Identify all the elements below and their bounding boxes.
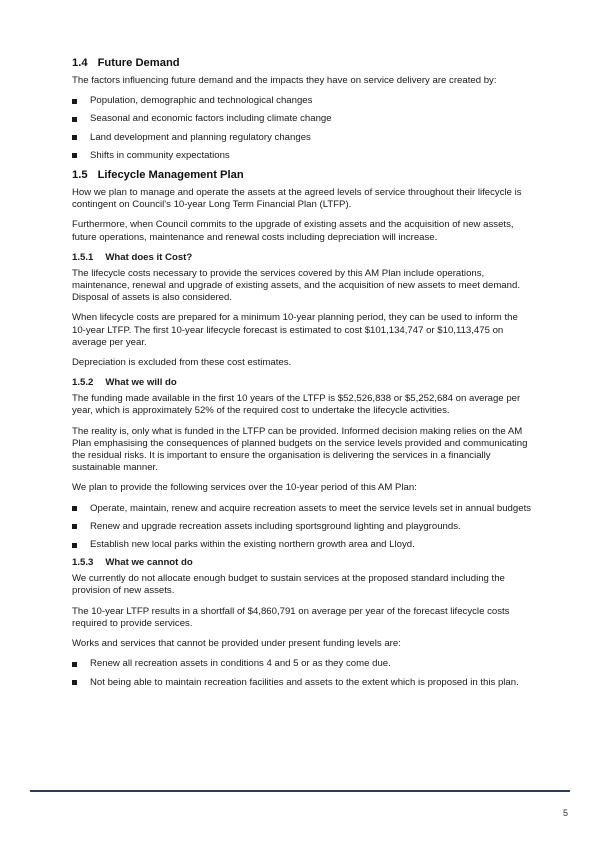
subsection-number: 1.5.3 [72, 557, 94, 569]
paragraph: The 10-year LTFP results in a shortfall of $4,860,791 on average per year of the forecast lifecycle costs required to provide services. [72, 605, 510, 629]
bullet-list [72, 658, 532, 688]
subsection-number: 1.5.2 [72, 377, 94, 389]
square-bullet-icon [72, 680, 77, 685]
list-item: Renew and upgrade recreation assets including sportsground lighting and playgrounds. [72, 521, 532, 533]
paragraph: How we plan to manage and operate the assets at the agreed levels of service throughout their lifecycle is contingent on Council's 10-year Long Term Financial Plan (LTFP). [72, 187, 522, 211]
list-item: Operate, maintain, renew and acquire recreation assets to meet the service levels set in annual budgets [72, 503, 532, 515]
square-bullet-icon [72, 99, 77, 104]
paragraph: We currently do not allocate enough budget to sustain services at the proposed standard including the provision of new assets. [72, 573, 505, 597]
paragraph: When lifecycle costs are prepared for a minimum 10-year planning period, they can be used to inform the 10-year LTFP. The first 10-year lifecycle forecast is estimated to cost $101,134,747 or $10,113,475 on average per year. [72, 312, 518, 348]
page-content [72, 56, 532, 695]
list-item: Not being able to maintain recreation facilities and assets to the extent which is proposed in this plan. [72, 677, 532, 689]
list-item: Population, demographic and technological changes [72, 95, 532, 107]
list-item: Shifts in community expectations [72, 150, 532, 162]
subsection-heading-1-5-2 [72, 377, 532, 389]
section-heading-1-5 [72, 168, 532, 182]
paragraph: We plan to provide the following services over the 10-year period of this AM Plan: [72, 482, 417, 494]
square-bullet-icon [72, 135, 77, 140]
square-bullet-icon [72, 524, 77, 529]
subsection-title: What we will do [105, 377, 177, 389]
square-bullet-icon [72, 506, 77, 511]
paragraph: Works and services that cannot be provided under present funding levels are: [72, 638, 401, 650]
paragraph: The factors influencing future demand and the impacts they have on service delivery are created by: [72, 75, 497, 86]
square-bullet-icon [72, 662, 77, 667]
list-item: Seasonal and economic factors including climate change [72, 113, 532, 125]
section-title: Lifecycle Management Plan [97, 169, 244, 182]
section-number: 1.4 [72, 57, 88, 69]
paragraph: The funding made available in the first 10 years of the LTFP is $52,526,838 or $5,252,684 on average per year, which is approximately 52% of the required cost to undertake the lifecycle activities. [72, 393, 521, 417]
list-item: Land development and planning regulatory changes [72, 132, 532, 144]
paragraph: Depreciation is excluded from these cost estimates. [72, 357, 292, 369]
subsection-number: 1.5.1 [72, 251, 94, 263]
section-number: 1.5 [72, 169, 88, 182]
square-bullet-icon [72, 117, 77, 122]
paragraph: Furthermore, when Council commits to the upgrade of existing assets and the acquisition of new assets, future operations, maintenance and renewal costs including depreciation will increase. [72, 219, 514, 243]
subsection-heading-1-5-1 [72, 252, 532, 264]
list-item: Renew all recreation assets in conditions 4 and 5 or as they come due. [72, 658, 532, 670]
subsection-title: What does it Cost? [105, 251, 193, 263]
paragraph: The reality is, only what is funded in the LTFP can be provided. Informed decision making relies on the AM Plan emphasising the consequences of planned budgets on the service levels provided and communicating the residual risks. It is important to ensure the organisation is delivering the services in a financially sustainable manner. [72, 425, 528, 474]
page-number: 5 [562, 808, 568, 818]
subsection-title: What we cannot do [105, 557, 193, 569]
bullet-list [72, 503, 532, 552]
square-bullet-icon [72, 543, 77, 548]
bullet-list [72, 95, 532, 162]
subsection-heading-1-5-3 [72, 557, 532, 569]
section-title: Future Demand [97, 57, 180, 69]
section-heading-1-4 [72, 56, 532, 70]
list-item: Establish new local parks within the existing northern growth area and Lloyd. [72, 539, 532, 551]
square-bullet-icon [72, 153, 77, 158]
footer-divider [30, 790, 570, 792]
paragraph: The lifecycle costs necessary to provide the services covered by this AM Plan include operations, maintenance, renewal and upgrade of existing assets, and the acquisition of new assets to meet demand. Disposal of assets is also considered. [72, 267, 520, 304]
